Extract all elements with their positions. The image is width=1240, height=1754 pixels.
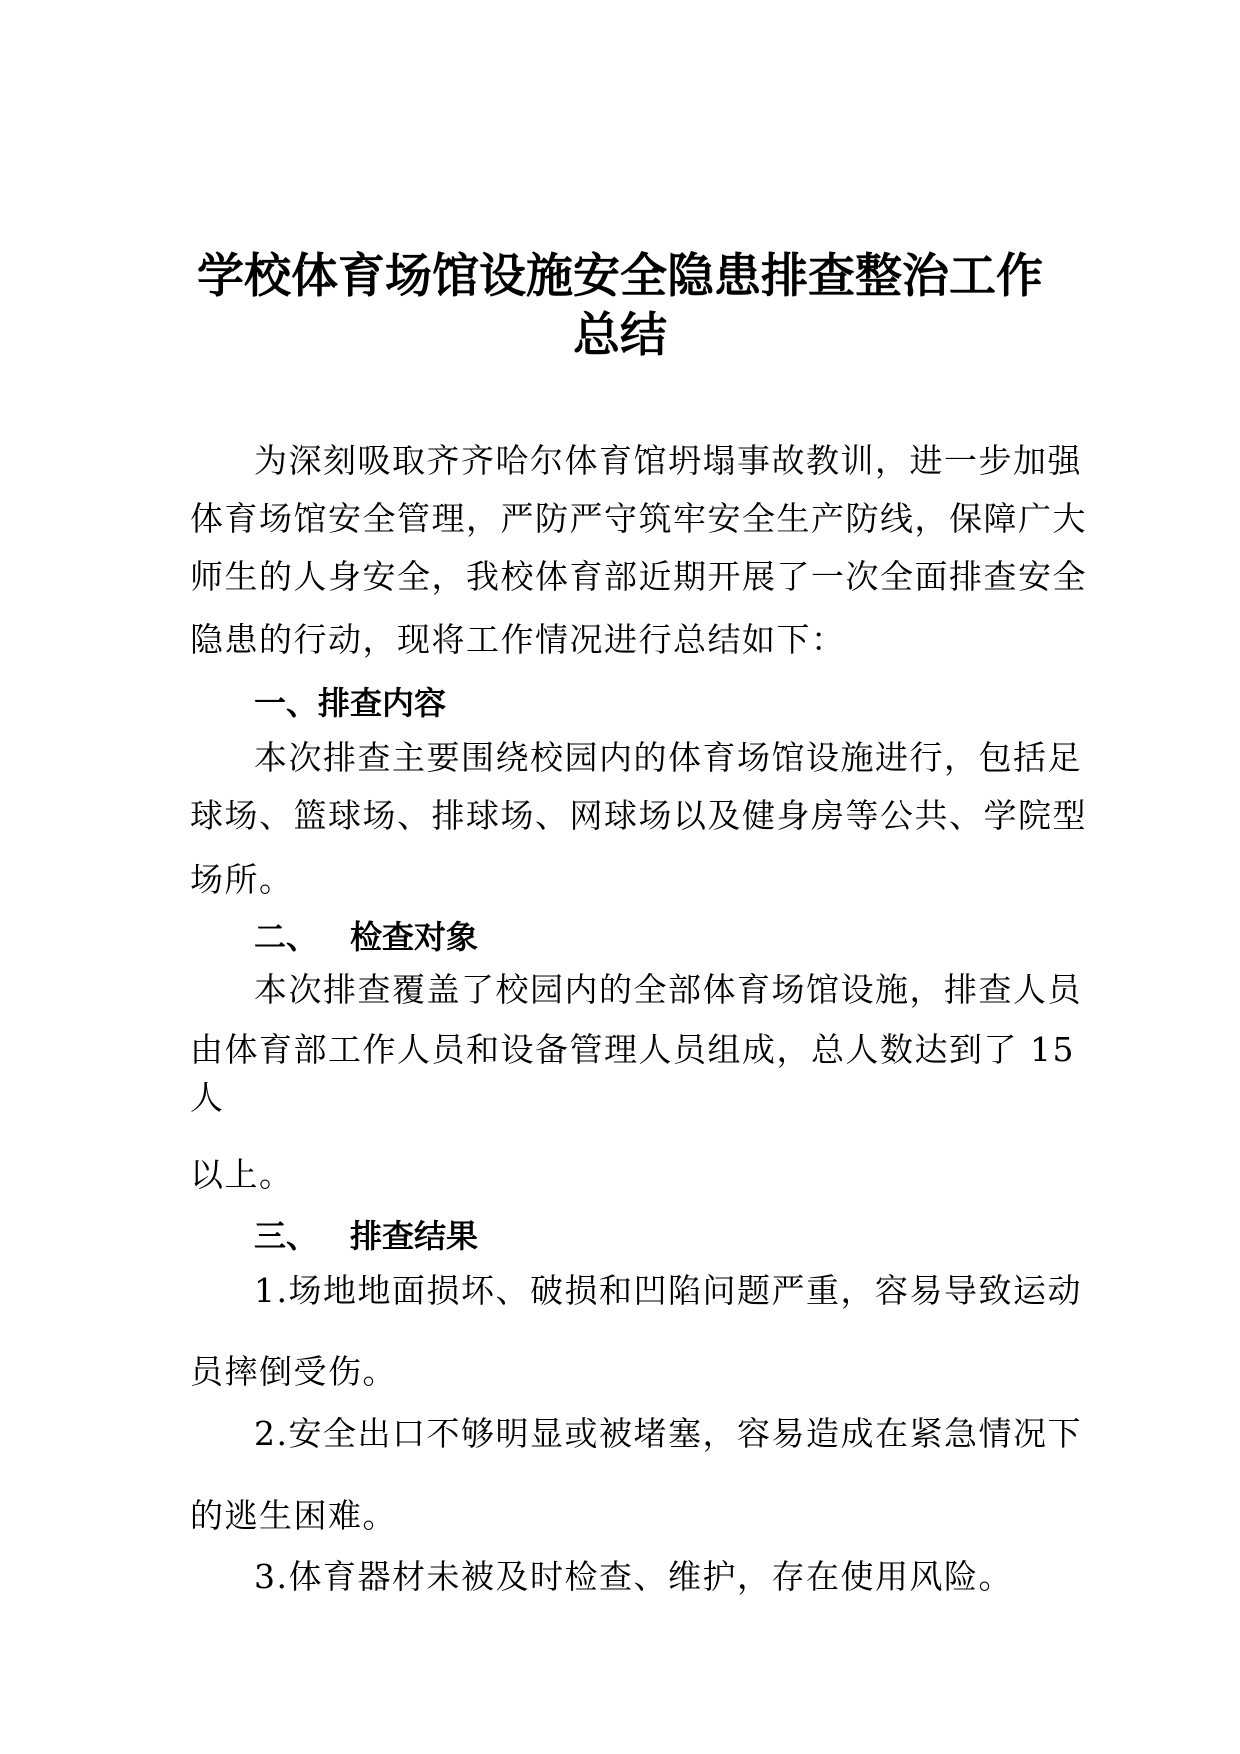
document-title-line-2: 总结: [573, 308, 667, 363]
section-3-line-4: 的逃生困难。: [190, 1496, 397, 1535]
document-title-line-1: 学校体育场馆设施安全隐患排查整治工作: [197, 249, 1043, 304]
section-1-line-1: 本次排查主要围绕校园内的体育场馆设施进行，包括足: [254, 738, 1082, 777]
section-3-heading-number: 三、: [254, 1217, 319, 1255]
intro-line-2: 体育场馆安全管理，严防严守筑牢安全生产防线，保障广大: [190, 499, 1087, 538]
section-2-heading-text: 检查对象: [350, 918, 479, 956]
intro-line-4: 隐患的行动，现将工作情况进行总结如下：: [190, 620, 846, 659]
intro-line-1: 为深刻吸取齐齐哈尔体育馆坍塌事故教训，进一步加强: [254, 441, 1082, 480]
section-3-line-1: 1.场地地面损坏、破损和凹陷问题严重，容易导致运动: [254, 1271, 1082, 1310]
section-3-heading: [254, 1216, 478, 1256]
section-1-line-3: 场所。: [190, 860, 294, 899]
section-2-heading: [254, 917, 478, 957]
section-2-line-1: 本次排查覆盖了校园内的全部体育场馆设施，排查人员: [254, 970, 1082, 1009]
section-3-line-2: 员摔倒受伤。: [190, 1352, 397, 1391]
section-3-line-3: 2.安全出口不够明显或被堵塞，容易造成在紧急情况下: [254, 1414, 1082, 1453]
section-2-line-2: 由体育部工作人员和设备管理人员组成，总人数达到了 15: [190, 1030, 1075, 1069]
section-2-line-3: 人: [190, 1078, 225, 1117]
section-1-heading: 一、排查内容: [254, 684, 447, 722]
intro-line-3: 师生的人身安全，我校体育部近期开展了一次全面排查安全: [190, 557, 1087, 596]
section-1-line-2: 球场、篮球场、排球场、网球场以及健身房等公共、学院型: [190, 796, 1087, 835]
section-2-line-4: 以上。: [190, 1155, 294, 1194]
section-3-heading-text: 排查结果: [350, 1217, 479, 1255]
section-2-heading-number: 二、: [254, 918, 319, 956]
section-3-line-5: 3.体育器材未被及时检查、维护，存在使用风险。: [254, 1557, 1013, 1596]
